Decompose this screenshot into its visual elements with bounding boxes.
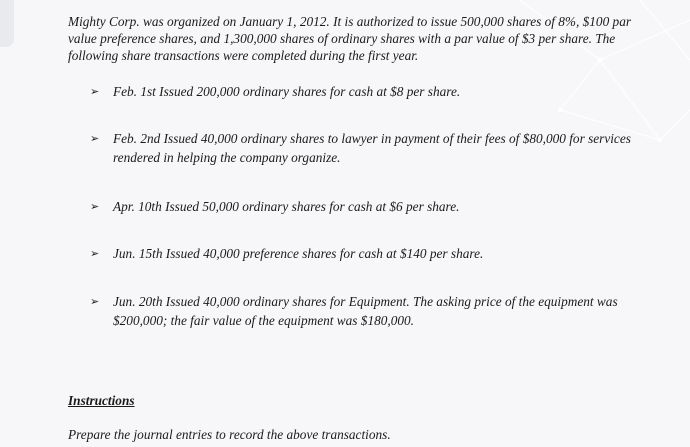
instructions-text: Prepare the journal entries to record the above transactions. — [68, 427, 391, 442]
transaction-item — [90, 244, 660, 263]
transaction-item — [90, 129, 660, 167]
arrow-bullet-icon: ➢ — [90, 201, 100, 213]
arrow-bullet-icon: ➢ — [90, 296, 100, 308]
transaction-item — [90, 197, 660, 216]
transaction-text: Apr. 10th Issued 50,000 ordinary shares for cash at $6 per share. — [113, 199, 460, 214]
arrow-bullet-icon: ➢ — [90, 133, 100, 145]
transaction-text: Jun. 20th Issued 40,000 ordinary shares for Equipment. The asking price of the equipment was $200,000; the fair value of the equipment was $180,000. — [113, 294, 618, 328]
transaction-text: Feb. 2nd Issued 40,000 ordinary shares to lawyer in payment of their fees of $80,000 for services rendered in helping the company organize. — [113, 131, 631, 165]
transaction-item — [90, 82, 660, 101]
transaction-item — [90, 292, 660, 330]
intro-paragraph: Mighty Corp. was organized on January 1, 2012. It is authorized to issue 500,000 shares of 8%, $100 par value preference shares, and 1,300,000 shares of ordinary shares with a par value of $3 per share. The following share transactions were completed during the first year. — [68, 14, 632, 63]
arrow-bullet-icon: ➢ — [90, 86, 100, 98]
transaction-text: Jun. 15th Issued 40,000 preference shares for cash at $140 per share. — [113, 246, 484, 261]
arrow-bullet-icon: ➢ — [90, 248, 100, 260]
instructions-heading: Instructions — [68, 393, 135, 408]
transaction-text: Feb. 1st Issued 200,000 ordinary shares for cash at $8 per share. — [113, 84, 461, 99]
